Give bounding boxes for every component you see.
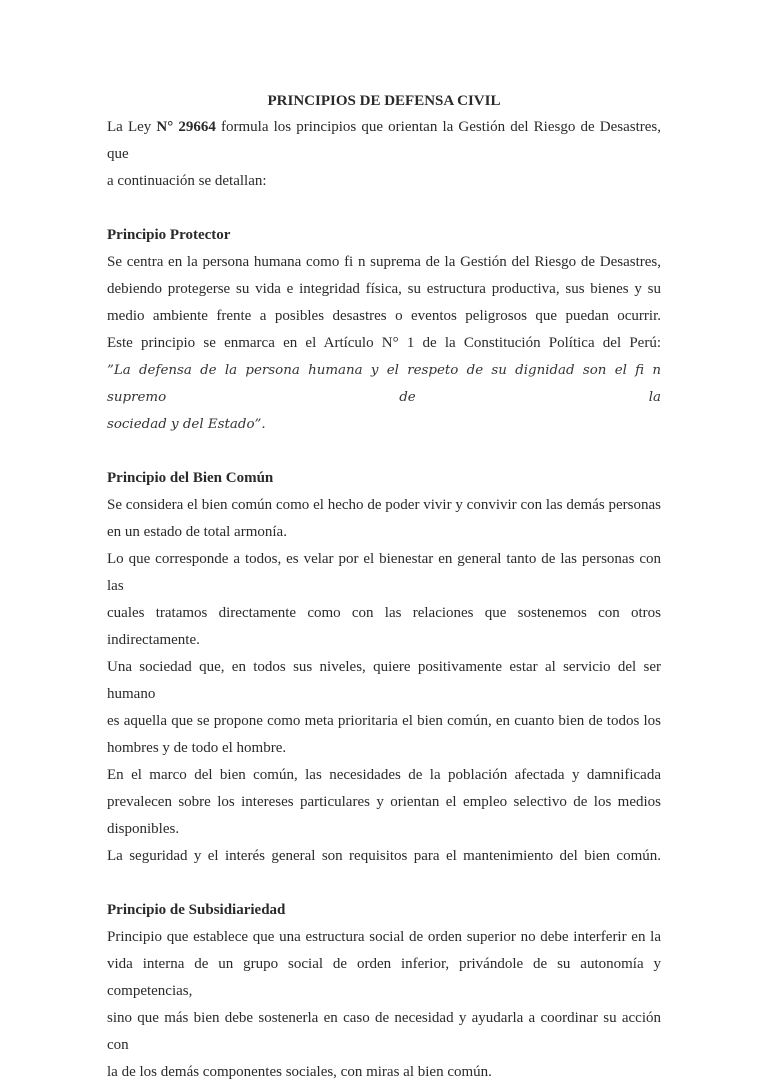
text-line: es aquella que se propone como meta prioritaria el bien común, en cuanto bien de todos los (107, 713, 661, 729)
section-heading: Principio Protector (107, 227, 231, 243)
text-line: Una sociedad que, en todos sus niveles, quiere positivamente estar al servicio del ser humano (107, 659, 661, 702)
intro-line-1 (107, 114, 661, 168)
text-line: sino que más bien debe sostenerla en caso de necesidad y ayudarla a coordinar su acción con (107, 1010, 661, 1053)
text-line: medio ambiente frente a posibles desastres o eventos peligrosos que puedan ocurrir. (107, 308, 661, 324)
text-line: en un estado de total armonía. (107, 524, 287, 540)
text-line: Principio que establece que una estructura social de orden superior no debe interferir en la (107, 929, 661, 945)
text-line: disponibles. (107, 821, 180, 837)
intro-prefix: La Ley (107, 119, 157, 135)
text-line: vida interna de un grupo social de orden inferior, privándole de su autonomía y competencias, (107, 956, 661, 999)
quote-line: sociedad y del Estado”. (107, 417, 266, 432)
intro-line-2: a continuación se detallan: (107, 173, 267, 189)
text-line: La seguridad y el interés general son requisitos para el mantenimiento del bien común. (107, 848, 661, 864)
text-line: indirectamente. (107, 632, 200, 648)
quote-line: ”La defensa de la persona humana y el respeto de su dignidad son el fi n supremo de la (107, 363, 661, 405)
document-title: PRINCIPIOS DE DEFENSA CIVIL (267, 93, 501, 109)
text-line: hombres y de todo el hombre. (107, 740, 287, 756)
section-principio-bien-comun (107, 465, 661, 870)
text-line: cuales tratamos directamente como con las relaciones que sostenemos con otros (107, 605, 661, 621)
text-line: Se considera el bien común como el hecho de poder vivir y convivir con las demás personas (107, 497, 661, 513)
text-line: debiendo protegerse su vida e integridad física, su estructura productiva, sus bienes y su (107, 281, 661, 297)
intro-paragraph (107, 114, 661, 195)
intro-rest: formula los principios que orientan la Gestión del Riesgo de Desastres, que (107, 119, 661, 162)
text-line: Se centra en la persona humana como fi n suprema de la Gestión del Riesgo de Desastres, (107, 254, 661, 270)
section-principio-subsidiariedad (107, 897, 661, 1086)
text-line: En el marco del bien común, las necesidades de la población afectada y damnificada (107, 767, 661, 783)
section-heading: Principio del Bien Común (107, 470, 274, 486)
section-principio-protector (107, 222, 661, 438)
text-line: prevalecen sobre los intereses particulares y orientan el empleo selectivo de los medios (107, 794, 661, 810)
text-line: la de los demás componentes sociales, con miras al bien común. (107, 1064, 492, 1080)
section-heading: Principio de Subsidiariedad (107, 902, 286, 918)
text-line: Este principio se enmarca en el Artículo N° 1 de la Constitución Política del Perú: (107, 335, 661, 351)
text-line: Lo que corresponde a todos, es velar por el bienestar en general tanto de las personas con las (107, 551, 661, 594)
law-number: N° 29664 (156, 119, 216, 135)
